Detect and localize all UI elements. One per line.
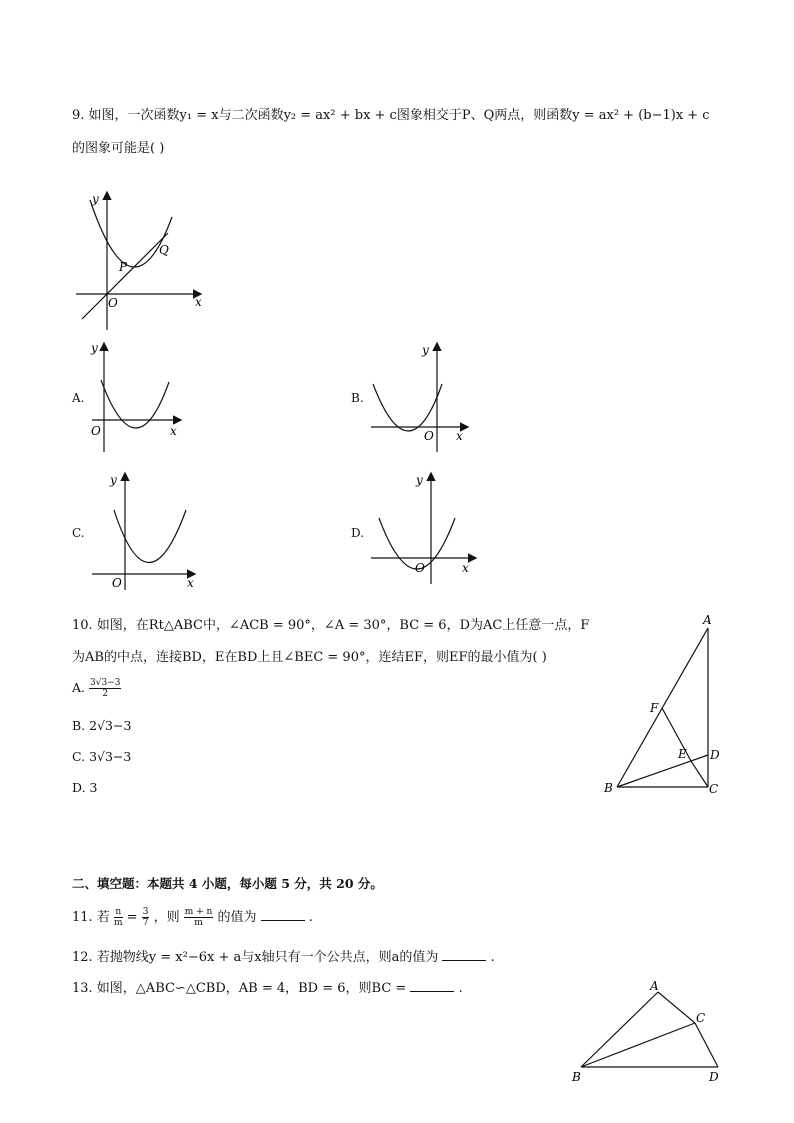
q9-option-a-graph[interactable] <box>88 340 198 456</box>
parabola <box>373 384 442 431</box>
parabola-y2 <box>90 200 172 267</box>
q9-option-d-graph[interactable] <box>365 470 480 586</box>
y-label: y <box>92 192 99 206</box>
q9-option-c-graph[interactable] <box>88 470 200 592</box>
x-label: x <box>187 576 194 590</box>
vertex-b: B <box>604 781 613 795</box>
vertex-c: C <box>709 782 719 796</box>
origin-label: O <box>112 576 122 590</box>
origin-label: O <box>424 429 434 443</box>
q10-option-c[interactable]: C. 3√3−3 <box>72 749 132 764</box>
x-label: x <box>195 295 202 309</box>
vertex-a: A <box>650 979 659 993</box>
q9-option-b-graph[interactable] <box>365 340 475 456</box>
vertex-c: C <box>696 1011 706 1025</box>
vertex-a: A <box>703 613 712 627</box>
q9-option-b-label[interactable]: B. <box>351 391 364 405</box>
q10-option-a[interactable] <box>72 678 121 699</box>
q9-stem-line1: 9. 如图，一次函数y₁ = x与二次函数y₂ = ax² + bx + c图象相交于P、Q两点，则函数y = ax² + (b−1)x + c <box>72 108 710 123</box>
parabola <box>101 380 169 428</box>
point-f: F <box>650 701 659 715</box>
q11-answer-blank[interactable] <box>261 908 305 921</box>
line-y1 <box>82 233 168 319</box>
y-label: y <box>91 341 98 355</box>
q9-option-a-label[interactable]: A. <box>72 391 85 405</box>
q9-option-c-label[interactable]: C. <box>72 526 85 540</box>
point-e: E <box>678 747 687 761</box>
q9-main-graph <box>70 185 210 335</box>
q9-stem-line2: 的图象可能是( ) <box>72 141 165 156</box>
q11-stem: 11. 若 $\frac{n}{m}$ = $\frac{3}{7}$ ，则 $\frac{m + n}{m}$ 的值为 . <box>72 907 313 928</box>
point-d: D <box>710 748 720 762</box>
x-label: x <box>170 424 177 438</box>
q12-answer-blank[interactable] <box>442 948 486 961</box>
vertex-b: B <box>572 1070 581 1084</box>
q10-triangle-figure <box>596 608 736 804</box>
y-label: y <box>422 343 429 357</box>
origin-label: O <box>91 424 101 438</box>
q10-stem-line2: 为AB的中点，连接BD，E在BD上且∠BEC = 90°，连结EF，则EF的最小值为( ) <box>72 650 547 665</box>
q9-option-d-label[interactable]: D. <box>351 526 365 540</box>
q13-answer-blank[interactable] <box>410 979 454 992</box>
point-q-label: Q <box>159 243 169 257</box>
y-label: y <box>110 473 117 487</box>
point-p-label: P <box>119 260 128 274</box>
option-a-fraction: $\frac{3√3-3}{2}$ <box>90 678 121 699</box>
x-label: x <box>462 561 469 575</box>
vertex-d: D <box>709 1070 719 1084</box>
section-2-heading: 二、填空题：本题共 4 小题，每小题 5 分，共 20 分。 <box>72 876 383 891</box>
q13-triangle-figure <box>566 975 728 1087</box>
q13-stem: 13. 如图，△ABC∽△CBD，AB = 4，BD = 6，则BC = . <box>72 981 463 996</box>
origin-label: O <box>415 561 425 575</box>
q10-option-d[interactable]: D. 3 <box>72 780 98 795</box>
option-letter: A. <box>72 680 86 695</box>
q12-stem: 12. 若抛物线y = x²−6x + a与x轴只有一个公共点，则a的值为 . <box>72 950 495 965</box>
origin-label: O <box>108 296 118 310</box>
y-label: y <box>416 473 423 487</box>
q10-option-b[interactable]: B. 2√3−3 <box>72 718 132 733</box>
x-label: x <box>456 429 463 443</box>
q10-stem-line1: 10. 如图，在Rt△ABC中，∠ACB = 90°，∠A = 30°，BC = 6，D为AC上任意一点，F <box>72 618 590 633</box>
